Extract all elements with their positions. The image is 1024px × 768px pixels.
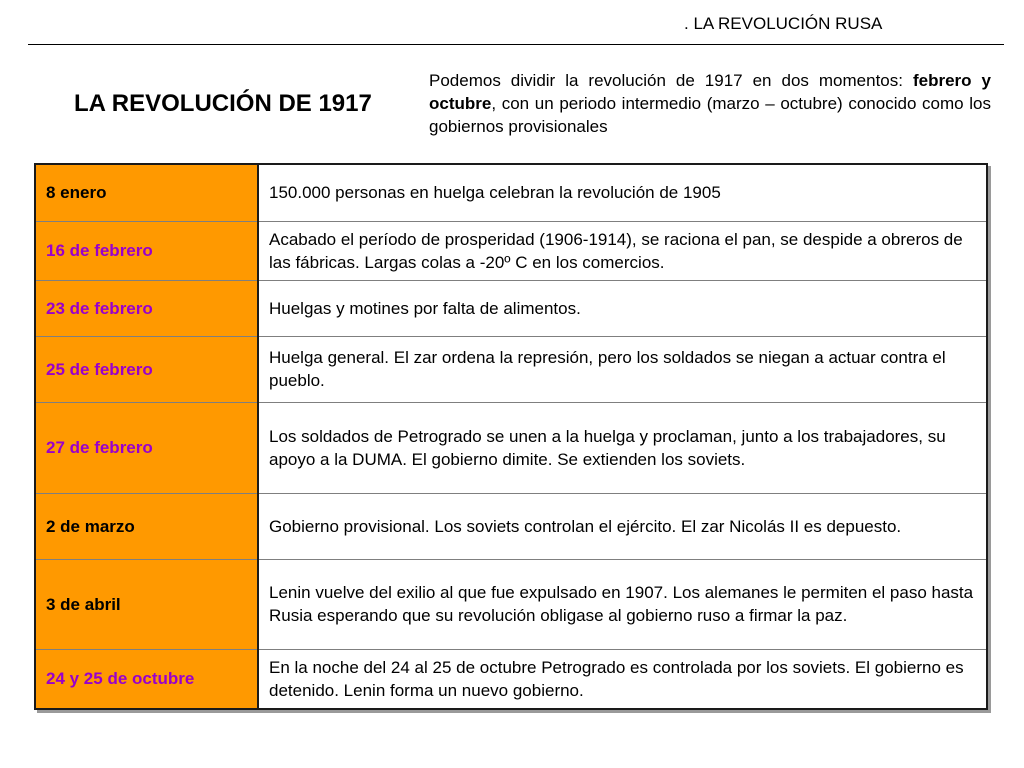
table-row [35, 280, 987, 336]
date-cell: 25 de febrero [35, 336, 258, 402]
event-cell: Los soldados de Petrogrado se unen a la huelga y proclaman, junto a los trabajadores, su apoyo a la DUMA. El gobierno dimite. Se extienden los soviets. [258, 402, 987, 493]
table-row [35, 559, 987, 649]
date-cell: 23 de febrero [35, 280, 258, 336]
date-cell: 8 enero [35, 164, 258, 221]
date-cell: 3 de abril [35, 559, 258, 649]
event-cell: En la noche del 24 al 25 de octubre Petrogrado es controlada por los soviets. El gobierno es detenido. Lenin forma un nuevo gobierno. [258, 649, 987, 709]
intro-paragraph [429, 69, 991, 138]
intro-text-part1: Podemos dividir la revolución de 1917 en dos momentos: [429, 71, 913, 90]
date-cell: 27 de febrero [35, 402, 258, 493]
table-row [35, 336, 987, 402]
table-row [35, 164, 987, 221]
event-cell: 150.000 personas en huelga celebran la revolución de 1905 [258, 164, 987, 221]
event-cell: Lenin vuelve del exilio al que fue expulsado en 1907. Los alemanes le permiten el paso hasta Rusia esperando que su revolución obligase al gobierno ruso a firmar la paz. [258, 559, 987, 649]
event-cell: Gobierno provisional. Los soviets controlan el ejército. El zar Nicolás II es depuesto. [258, 493, 987, 559]
header-divider [28, 44, 1004, 45]
date-cell: 16 de febrero [35, 221, 258, 280]
event-cell: Huelga general. El zar ordena la represión, pero los soldados se niegan a actuar contra el pueblo. [258, 336, 987, 402]
table-row [35, 493, 987, 559]
date-cell: 2 de marzo [35, 493, 258, 559]
event-cell: Huelgas y motines por falta de alimentos. [258, 280, 987, 336]
event-cell: Acabado el período de prosperidad (1906-1914), se raciona el pan, se despide a obreros de las fábricas. Largas colas a -20º C en los comercios. [258, 221, 987, 280]
header-title: . LA REVOLUCIÓN RUSA [684, 14, 883, 33]
table-row [35, 649, 987, 709]
timeline-table [34, 163, 988, 710]
date-cell: 24 y 25 de octubre [35, 649, 258, 709]
intro-text-bold: febrero y octubre [429, 71, 991, 113]
page-title: LA REVOLUCIÓN DE 1917 [74, 90, 372, 117]
intro-text-part2: , con un periodo intermedio (marzo – octubre) conocido como los gobiernos provisionales [429, 94, 991, 136]
table-row [35, 402, 987, 493]
table-row [35, 221, 987, 280]
